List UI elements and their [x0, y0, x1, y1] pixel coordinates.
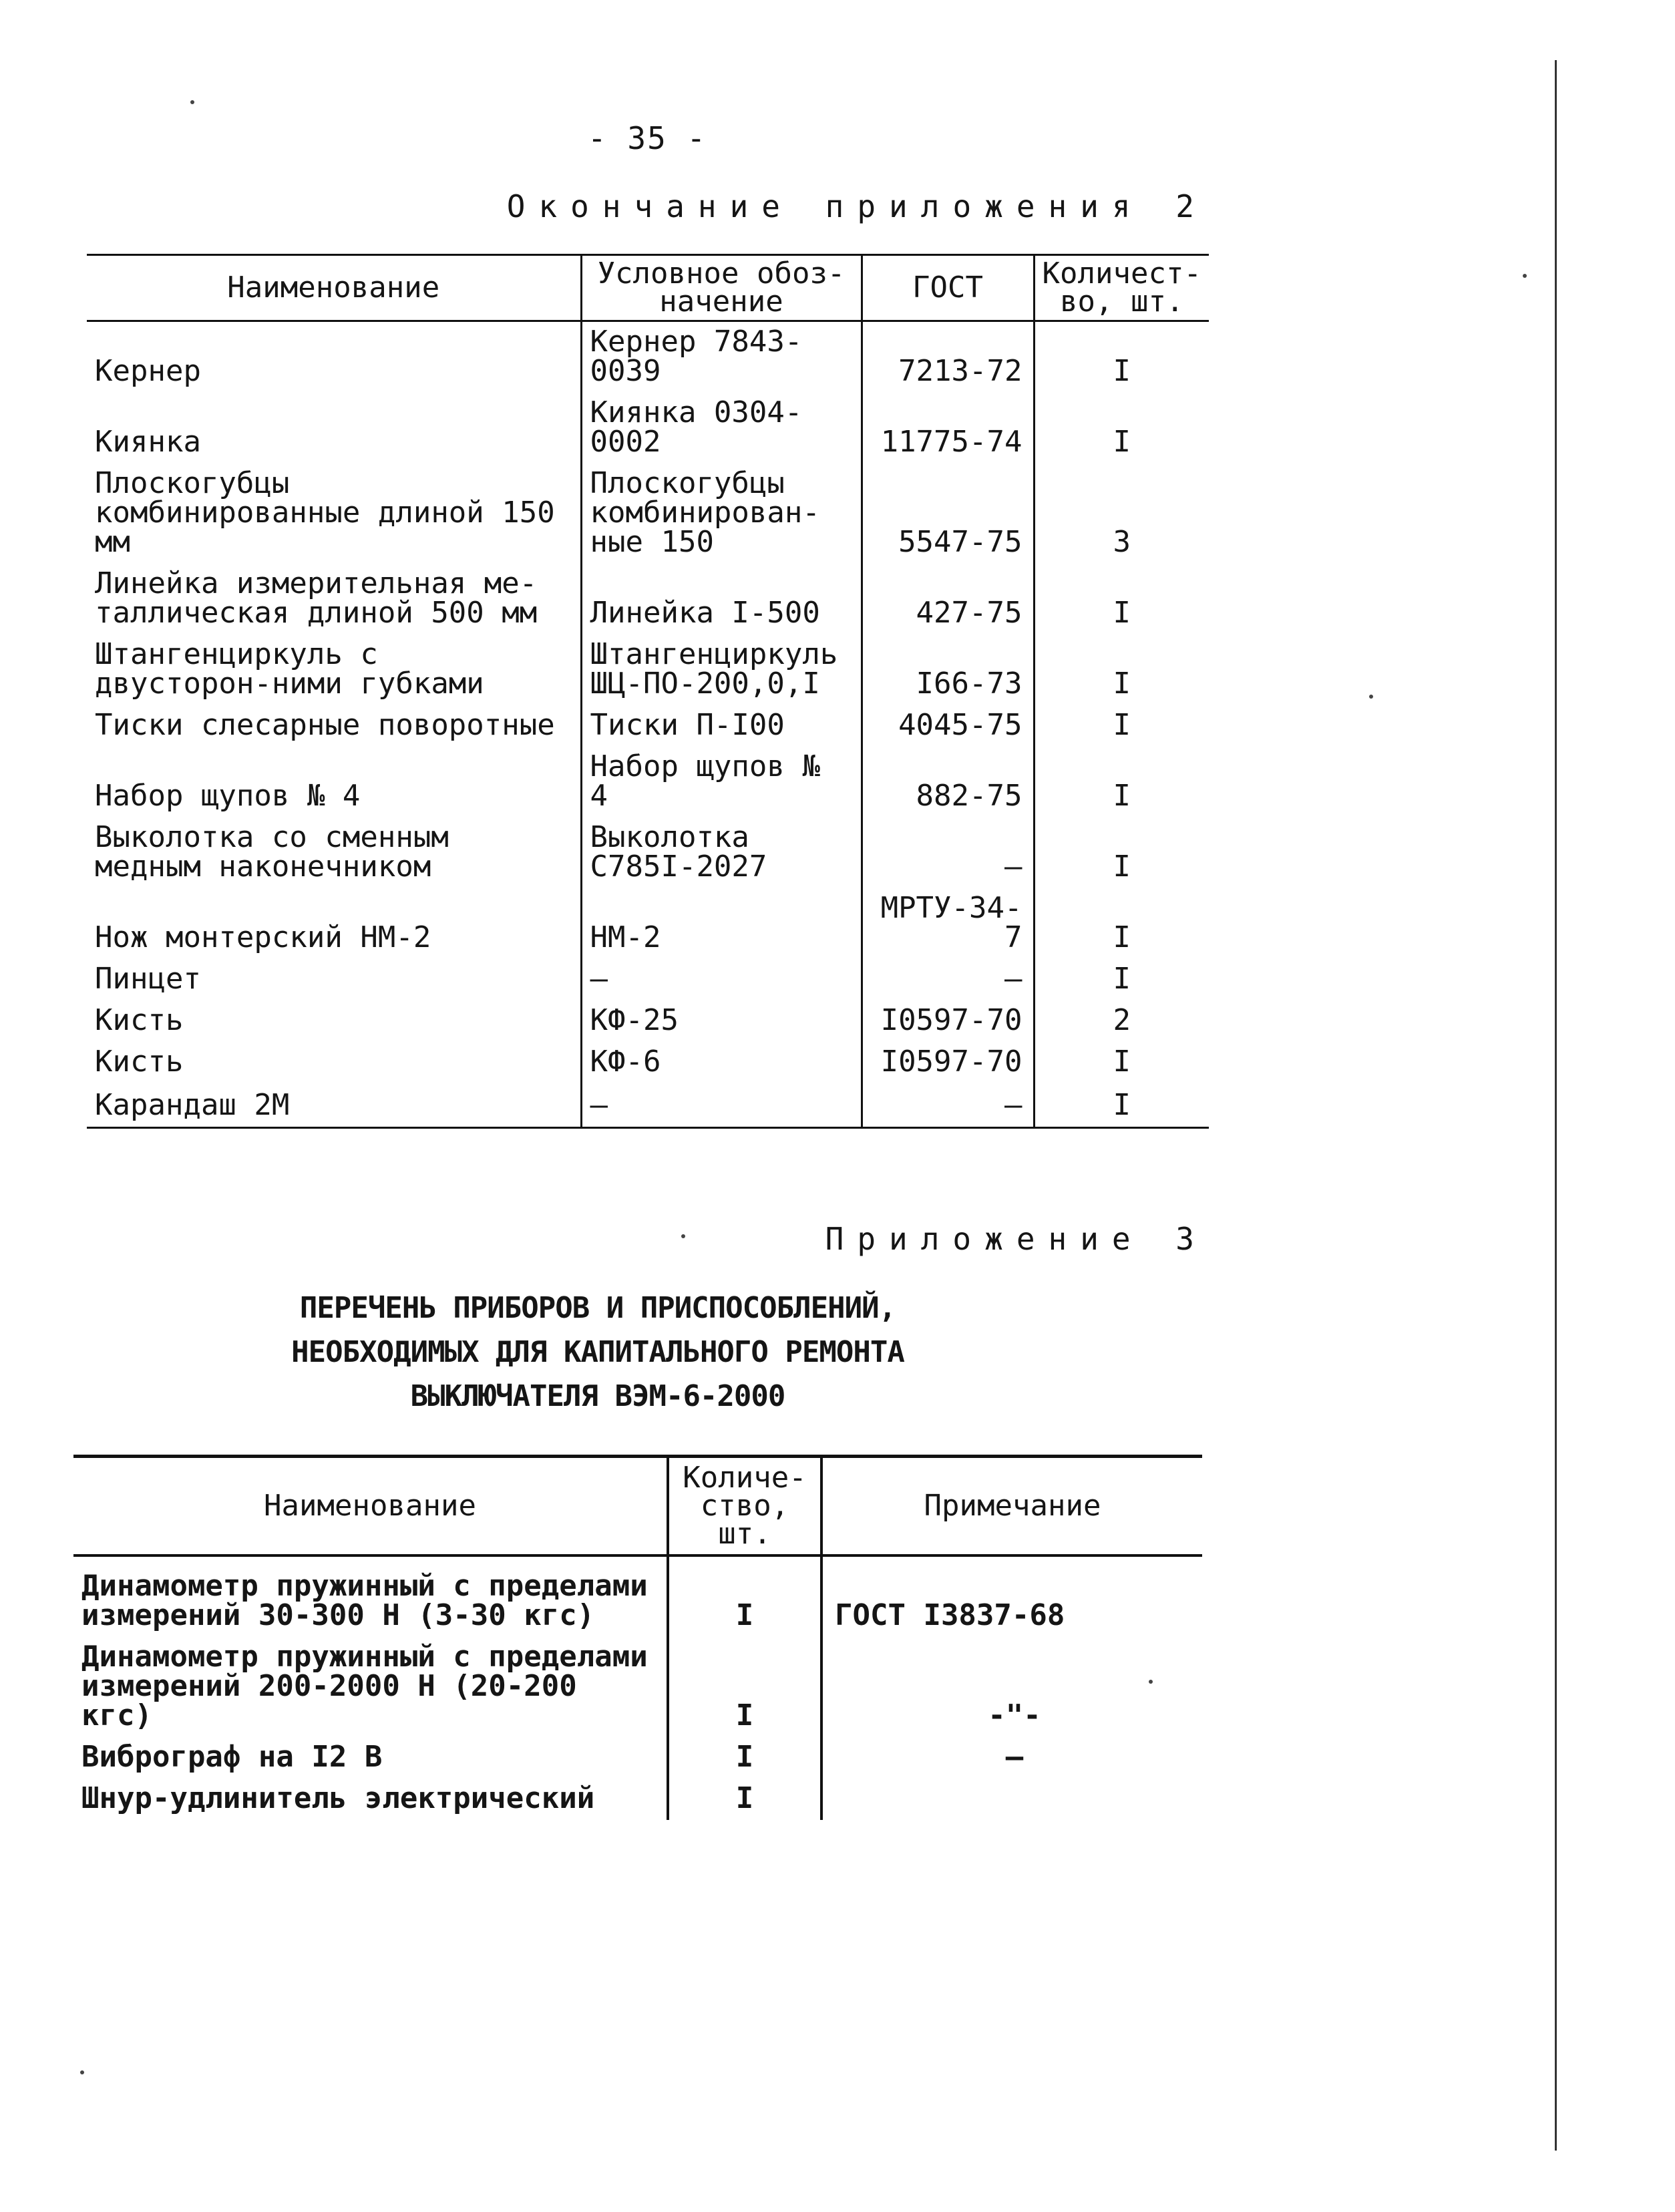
cell-quantity: I: [1034, 393, 1209, 464]
header-designation: Условное обоз-начение: [581, 255, 862, 321]
table-row: [87, 564, 1209, 634]
cell-name: Линейка измерительная ме-таллическая длиной 500 мм: [95, 566, 538, 630]
cell-quantity: I: [1034, 321, 1209, 393]
cell-quantity: I: [668, 1637, 821, 1737]
table-row: [87, 817, 1209, 888]
table-row: [87, 321, 1209, 393]
scan-speck: [1149, 1680, 1153, 1684]
cell-name: Кисть: [95, 1045, 184, 1079]
cell-quantity: I: [1034, 1083, 1209, 1127]
appendix3-label: Приложение 3: [825, 1221, 1207, 1257]
cell-name: Пинцет: [95, 962, 201, 996]
cell-note: ГОСТ I3837-68: [821, 1555, 1202, 1637]
cell-name: Киянка: [95, 425, 201, 459]
table-row: [87, 393, 1209, 464]
cell-gost: 427-75: [862, 564, 1034, 634]
table-row: [87, 747, 1209, 817]
header-quantity: Количе-ство, шт.: [668, 1457, 821, 1555]
cell-designation: Киянка 0304-0002: [581, 393, 862, 464]
table-row: [73, 1637, 1202, 1737]
cell-gost: –: [862, 959, 1034, 1000]
cell-name: Штангенциркуль с двусторон-ними губками: [95, 637, 484, 701]
cell-quantity: I: [1034, 817, 1209, 888]
cell-name: Кисть: [95, 1003, 184, 1037]
cell-gost: I0597-70: [862, 1000, 1034, 1042]
cell-designation: Набор щупов № 4: [581, 747, 862, 817]
cell-designation: Выколотка С785I-2027: [581, 817, 862, 888]
table-row: [87, 634, 1209, 705]
cell-quantity: I: [1034, 705, 1209, 747]
cell-gost: 882-75: [862, 747, 1034, 817]
cell-designation: КФ-25: [581, 1000, 862, 1042]
cell-name: Динамометр пружинный с пределами измерений 30-300 Н (3-30 кгс): [81, 1568, 648, 1632]
cell-name: Тиски слесарные поворотные: [95, 708, 555, 742]
page-number: - 35 -: [588, 120, 707, 156]
table-row: [73, 1779, 1202, 1820]
cell-designation: Линейка I-500: [581, 564, 862, 634]
appendix3-title-line: ПЕРЕЧЕНЬ ПРИБОРОВ И ПРИСПОСОБЛЕНИЙ,: [299, 1291, 896, 1325]
appendix3-title-line: ВЫКЛЮЧАТЕЛЯ ВЭМ-6-2000: [410, 1379, 785, 1413]
cell-designation: Штангенциркуль ШЦ-ПО-200,0,I: [581, 634, 862, 705]
table-row: [87, 464, 1209, 564]
cell-name: Плоскогубцы комбинированные длиной 150 мм: [95, 466, 555, 559]
cell-quantity: I: [1034, 888, 1209, 959]
cell-gost: 11775-74: [862, 393, 1034, 464]
cell-designation: –: [581, 959, 862, 1000]
header-quantity: Количест-во, шт.: [1034, 255, 1209, 321]
cell-note: –: [821, 1737, 1202, 1779]
header-name: Наименование: [264, 1488, 476, 1523]
cell-gost: I0597-70: [862, 1042, 1034, 1083]
cell-quantity: I: [668, 1555, 821, 1637]
cell-gost: 4045-75: [862, 705, 1034, 747]
cell-designation: Плоскогубцы комбинирован-ные 150: [581, 464, 862, 564]
cell-name: Карандаш 2М: [87, 1083, 581, 1127]
cell-quantity: I: [1034, 634, 1209, 705]
appendix3-title: [214, 1286, 982, 1419]
table-row: [87, 959, 1209, 1000]
table-row: [87, 705, 1209, 747]
cell-note: [821, 1779, 1202, 1820]
scan-speck: [1523, 274, 1527, 278]
tools-table: [87, 254, 1209, 1129]
appendix2-end-label: Окончание приложения 2: [506, 188, 1207, 224]
header-name: Наименование: [227, 270, 440, 305]
table-row: [87, 1042, 1209, 1083]
scan-speck: [190, 100, 194, 104]
header-note: Примечание: [821, 1457, 1202, 1555]
cell-gost: –: [862, 1083, 1034, 1127]
cell-quantity: I: [1034, 747, 1209, 817]
instruments-table: [73, 1455, 1202, 1820]
table-row: [87, 1000, 1209, 1042]
cell-name: Нож монтерский НМ-2: [95, 920, 431, 954]
header-gost: ГОСТ: [862, 255, 1034, 321]
appendix3-title-line: НЕОБХОДИМЫХ ДЛЯ КАПИТАЛЬНОГО РЕМОНТА: [291, 1335, 904, 1369]
cell-designation: Тиски П-I00: [581, 705, 862, 747]
cell-quantity: I: [1034, 1042, 1209, 1083]
cell-name: Выколотка со сменным медным наконечником: [95, 820, 449, 884]
cell-quantity: 2: [1034, 1000, 1209, 1042]
scan-margin-line: [1555, 60, 1557, 2151]
cell-name: Виброграф на I2 В: [81, 1739, 383, 1774]
cell-quantity: 3: [1034, 464, 1209, 564]
instruments-table-header: [73, 1457, 1202, 1555]
cell-designation: КФ-6: [581, 1042, 862, 1083]
cell-quantity: I: [668, 1779, 821, 1820]
table-row: [87, 1083, 1209, 1127]
table-row: [87, 888, 1209, 959]
cell-name: Шнур-удлинитель электрический: [81, 1781, 595, 1815]
scan-speck: [1369, 695, 1373, 699]
cell-designation: –: [581, 1083, 862, 1127]
cell-designation: НМ-2: [581, 888, 862, 959]
cell-gost: 5547-75: [862, 464, 1034, 564]
cell-note: -"-: [821, 1637, 1202, 1737]
cell-name: Динамометр пружинный с пределами измерений 200-2000 Н (20-200 кгс): [81, 1639, 648, 1732]
scan-speck: [80, 2070, 84, 2074]
cell-name: Набор щупов № 4: [95, 779, 361, 813]
cell-gost: I66-73: [862, 634, 1034, 705]
cell-quantity: I: [668, 1737, 821, 1779]
cell-quantity: I: [1034, 959, 1209, 1000]
scan-speck: [681, 1234, 685, 1238]
tools-table-header: [87, 255, 1209, 321]
table-row: [73, 1555, 1202, 1637]
cell-gost: 7213-72: [862, 321, 1034, 393]
cell-gost: МРТУ-34-7: [862, 888, 1034, 959]
cell-quantity: I: [1034, 564, 1209, 634]
table-row: [73, 1737, 1202, 1779]
cell-name: Кернер: [95, 354, 201, 388]
cell-gost: –: [862, 817, 1034, 888]
cell-designation: Кернер 7843-0039: [581, 321, 862, 393]
